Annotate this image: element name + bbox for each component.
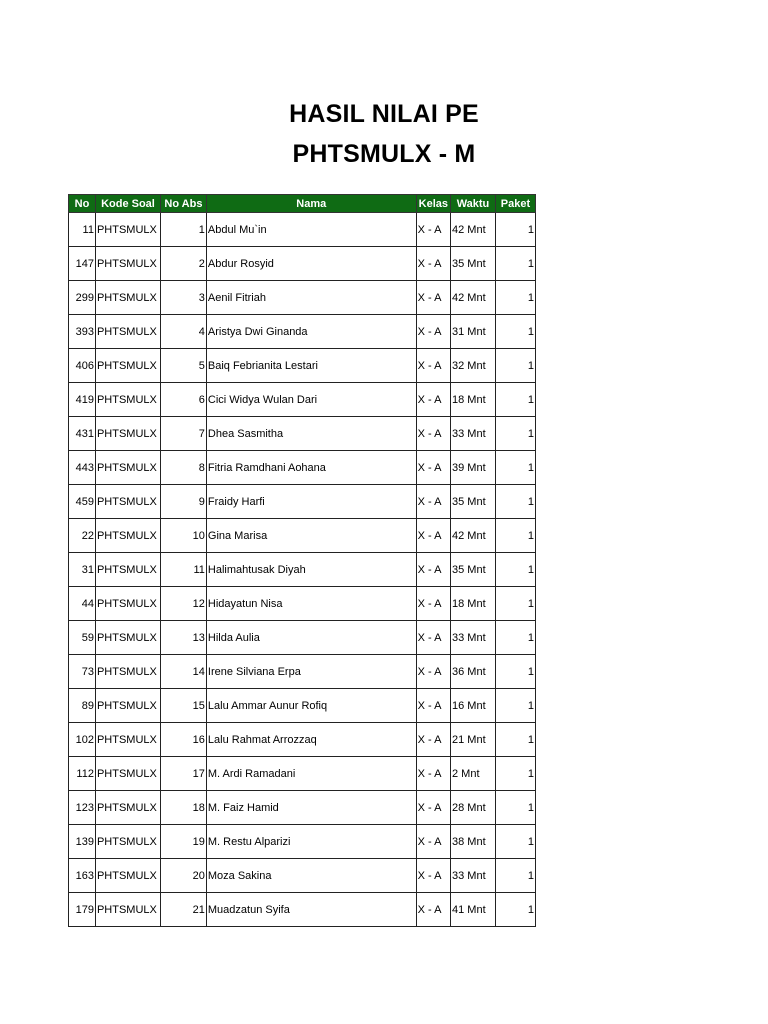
cell-no: 179 — [69, 893, 96, 927]
cell-kode-soal: PHTSMULX — [95, 689, 160, 723]
cell-waktu: 28 Mnt — [451, 791, 496, 825]
cell-no: 406 — [69, 349, 96, 383]
cell-nama: Dhea Sasmitha — [206, 417, 416, 451]
cell-no-abs: 20 — [160, 859, 206, 893]
cell-kelas: X - A — [416, 349, 450, 383]
cell-no-abs: 17 — [160, 757, 206, 791]
cell-kode-soal: PHTSMULX — [95, 757, 160, 791]
cell-no-abs: 6 — [160, 383, 206, 417]
cell-waktu: 32 Mnt — [451, 349, 496, 383]
table-row — [69, 825, 536, 859]
table-row — [69, 451, 536, 485]
cell-kelas: X - A — [416, 621, 450, 655]
cell-kode-soal: PHTSMULX — [95, 859, 160, 893]
cell-kode-soal: PHTSMULX — [95, 315, 160, 349]
cell-no: 299 — [69, 281, 96, 315]
cell-nama: Cici Widya Wulan Dari — [206, 383, 416, 417]
cell-no: 431 — [69, 417, 96, 451]
cell-kode-soal: PHTSMULX — [95, 485, 160, 519]
table-row — [69, 723, 536, 757]
cell-nama: Aristya Dwi Ginanda — [206, 315, 416, 349]
table-row — [69, 689, 536, 723]
cell-kelas: X - A — [416, 451, 450, 485]
cell-kelas: X - A — [416, 825, 450, 859]
cell-kode-soal: PHTSMULX — [95, 825, 160, 859]
cell-no: 31 — [69, 553, 96, 587]
cell-paket: 1 — [495, 519, 535, 553]
cell-kode-soal: PHTSMULX — [95, 553, 160, 587]
cell-kode-soal: PHTSMULX — [95, 281, 160, 315]
cell-no: 163 — [69, 859, 96, 893]
cell-kelas: X - A — [416, 247, 450, 281]
table-row — [69, 587, 536, 621]
cell-kelas: X - A — [416, 893, 450, 927]
cell-paket: 1 — [495, 315, 535, 349]
cell-no: 44 — [69, 587, 96, 621]
cell-no-abs: 8 — [160, 451, 206, 485]
cell-nama: Aenil Fitriah — [206, 281, 416, 315]
cell-no: 11 — [69, 213, 96, 247]
cell-paket: 1 — [495, 621, 535, 655]
cell-kelas: X - A — [416, 315, 450, 349]
cell-waktu: 39 Mnt — [451, 451, 496, 485]
cell-no-abs: 11 — [160, 553, 206, 587]
cell-nama: Hidayatun Nisa — [206, 587, 416, 621]
cell-kode-soal: PHTSMULX — [95, 587, 160, 621]
cell-kelas: X - A — [416, 417, 450, 451]
cell-no-abs: 15 — [160, 689, 206, 723]
cell-kelas: X - A — [416, 859, 450, 893]
cell-no-abs: 21 — [160, 893, 206, 927]
cell-no-abs: 10 — [160, 519, 206, 553]
cell-waktu: 33 Mnt — [451, 621, 496, 655]
cell-no-abs: 16 — [160, 723, 206, 757]
table-row — [69, 791, 536, 825]
cell-paket: 1 — [495, 893, 535, 927]
cell-nama: Lalu Rahmat Arrozzaq — [206, 723, 416, 757]
header-no: No — [69, 195, 96, 213]
table-row — [69, 859, 536, 893]
cell-nama: Fitria Ramdhani Aohana — [206, 451, 416, 485]
cell-waktu: 35 Mnt — [451, 485, 496, 519]
cell-waktu: 16 Mnt — [451, 689, 496, 723]
cell-waktu: 33 Mnt — [451, 417, 496, 451]
cell-nama: Fraidy Harfi — [206, 485, 416, 519]
cell-no: 89 — [69, 689, 96, 723]
table-row — [69, 349, 536, 383]
cell-no: 459 — [69, 485, 96, 519]
cell-paket: 1 — [495, 825, 535, 859]
cell-kelas: X - A — [416, 519, 450, 553]
cell-paket: 1 — [495, 689, 535, 723]
document-title-line-1: HASIL NILAI PE — [289, 100, 479, 128]
cell-kode-soal: PHTSMULX — [95, 791, 160, 825]
cell-kelas: X - A — [416, 723, 450, 757]
cell-no-abs: 5 — [160, 349, 206, 383]
cell-no-abs: 13 — [160, 621, 206, 655]
header-kelas: Kelas — [416, 195, 450, 213]
cell-nama: Hilda Aulia — [206, 621, 416, 655]
cell-no: 147 — [69, 247, 96, 281]
cell-waktu: 2 Mnt — [451, 757, 496, 791]
cell-kelas: X - A — [416, 689, 450, 723]
cell-waktu: 38 Mnt — [451, 825, 496, 859]
cell-paket: 1 — [495, 757, 535, 791]
cell-nama: Lalu Ammar Aunur Rofiq — [206, 689, 416, 723]
cell-paket: 1 — [495, 349, 535, 383]
cell-waktu: 42 Mnt — [451, 213, 496, 247]
cell-kode-soal: PHTSMULX — [95, 383, 160, 417]
header-paket: Paket — [495, 195, 535, 213]
cell-paket: 1 — [495, 213, 535, 247]
cell-no: 419 — [69, 383, 96, 417]
cell-kode-soal: PHTSMULX — [95, 247, 160, 281]
cell-nama: Abdur Rosyid — [206, 247, 416, 281]
cell-no: 139 — [69, 825, 96, 859]
cell-nama: Moza Sakina — [206, 859, 416, 893]
document-title-line-2: PHTSMULX - M — [292, 140, 476, 168]
cell-waktu: 41 Mnt — [451, 893, 496, 927]
cell-waktu: 35 Mnt — [451, 247, 496, 281]
cell-waktu: 35 Mnt — [451, 553, 496, 587]
cell-kelas: X - A — [416, 791, 450, 825]
cell-kelas: X - A — [416, 655, 450, 689]
cell-paket: 1 — [495, 723, 535, 757]
cell-kode-soal: PHTSMULX — [95, 893, 160, 927]
cell-no-abs: 14 — [160, 655, 206, 689]
table-row — [69, 315, 536, 349]
header-kode-soal: Kode Soal — [95, 195, 160, 213]
cell-kelas: X - A — [416, 587, 450, 621]
cell-waktu: 31 Mnt — [451, 315, 496, 349]
cell-kode-soal: PHTSMULX — [95, 519, 160, 553]
table-row — [69, 417, 536, 451]
cell-waktu: 42 Mnt — [451, 519, 496, 553]
cell-no-abs: 9 — [160, 485, 206, 519]
cell-kode-soal: PHTSMULX — [95, 723, 160, 757]
header-no-abs: No Abs — [160, 195, 206, 213]
cell-kelas: X - A — [416, 553, 450, 587]
cell-no: 443 — [69, 451, 96, 485]
cell-paket: 1 — [495, 791, 535, 825]
table-header-row — [69, 195, 536, 213]
table-row — [69, 757, 536, 791]
header-nama: Nama — [206, 195, 416, 213]
cell-no-abs: 18 — [160, 791, 206, 825]
cell-nama: Halimahtusak Diyah — [206, 553, 416, 587]
cell-nama: Gina Marisa — [206, 519, 416, 553]
cell-nama: Muadzatun Syifa — [206, 893, 416, 927]
results-table — [68, 194, 536, 927]
cell-waktu: 18 Mnt — [451, 587, 496, 621]
cell-paket: 1 — [495, 383, 535, 417]
cell-paket: 1 — [495, 587, 535, 621]
cell-no: 22 — [69, 519, 96, 553]
cell-nama: Abdul Mu`in — [206, 213, 416, 247]
cell-kode-soal: PHTSMULX — [95, 349, 160, 383]
cell-nama: Irene Silviana Erpa — [206, 655, 416, 689]
header-waktu: Waktu — [451, 195, 496, 213]
cell-paket: 1 — [495, 417, 535, 451]
cell-no-abs: 3 — [160, 281, 206, 315]
cell-no-abs: 1 — [160, 213, 206, 247]
cell-nama: M. Restu Alparizi — [206, 825, 416, 859]
table-row — [69, 519, 536, 553]
cell-no-abs: 12 — [160, 587, 206, 621]
cell-paket: 1 — [495, 553, 535, 587]
cell-waktu: 21 Mnt — [451, 723, 496, 757]
table-row — [69, 383, 536, 417]
cell-kode-soal: PHTSMULX — [95, 213, 160, 247]
cell-waktu: 36 Mnt — [451, 655, 496, 689]
cell-no-abs: 7 — [160, 417, 206, 451]
table-row — [69, 621, 536, 655]
cell-paket: 1 — [495, 655, 535, 689]
table-row — [69, 213, 536, 247]
cell-paket: 1 — [495, 485, 535, 519]
cell-kelas: X - A — [416, 213, 450, 247]
cell-no-abs: 19 — [160, 825, 206, 859]
cell-no-abs: 4 — [160, 315, 206, 349]
cell-waktu: 33 Mnt — [451, 859, 496, 893]
table-row — [69, 553, 536, 587]
cell-nama: M. Ardi Ramadani — [206, 757, 416, 791]
cell-kelas: X - A — [416, 281, 450, 315]
table-row — [69, 247, 536, 281]
table-row — [69, 893, 536, 927]
cell-no: 102 — [69, 723, 96, 757]
cell-kode-soal: PHTSMULX — [95, 621, 160, 655]
cell-no: 73 — [69, 655, 96, 689]
cell-paket: 1 — [495, 281, 535, 315]
table-row — [69, 655, 536, 689]
cell-paket: 1 — [495, 247, 535, 281]
table-row — [69, 485, 536, 519]
cell-kelas: X - A — [416, 485, 450, 519]
cell-paket: 1 — [495, 859, 535, 893]
cell-kelas: X - A — [416, 383, 450, 417]
cell-kode-soal: PHTSMULX — [95, 655, 160, 689]
cell-kode-soal: PHTSMULX — [95, 417, 160, 451]
cell-paket: 1 — [495, 451, 535, 485]
cell-waktu: 18 Mnt — [451, 383, 496, 417]
cell-no: 393 — [69, 315, 96, 349]
cell-nama: Baiq Febrianita Lestari — [206, 349, 416, 383]
cell-no: 123 — [69, 791, 96, 825]
cell-kode-soal: PHTSMULX — [95, 451, 160, 485]
cell-kelas: X - A — [416, 757, 450, 791]
cell-nama: M. Faiz Hamid — [206, 791, 416, 825]
cell-no: 112 — [69, 757, 96, 791]
cell-waktu: 42 Mnt — [451, 281, 496, 315]
table-row — [69, 281, 536, 315]
cell-no-abs: 2 — [160, 247, 206, 281]
cell-no: 59 — [69, 621, 96, 655]
